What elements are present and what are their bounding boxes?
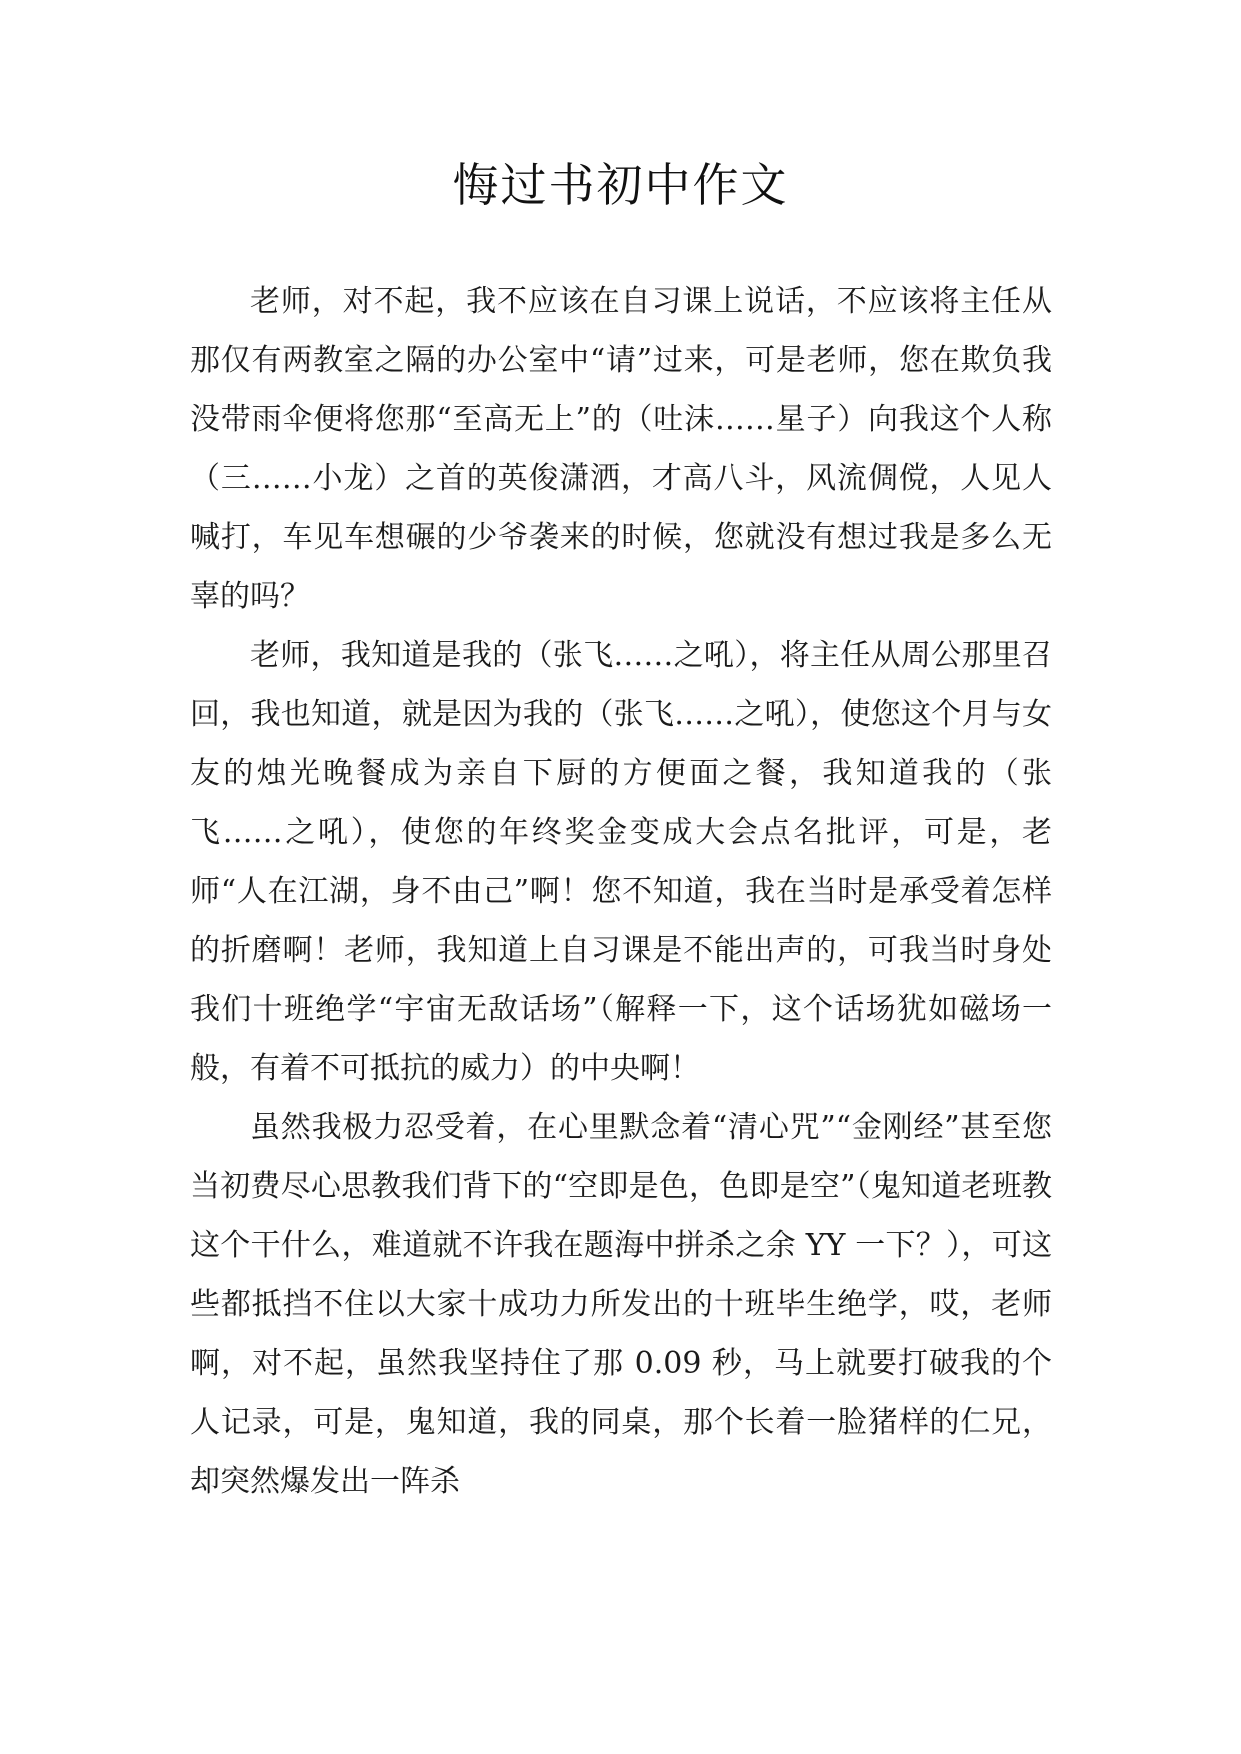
document-title: 悔过书初中作文 — [452, 158, 789, 212]
paragraph-1: 老师，对不起，我不应该在自习课上说话，不应该将主任从那仅有两教室之隔的办公室中“请”过来，可是老师，您在欺负我没带雨伞便将您那“至高无上”的（吐沫……星子）向我这个人称（三……小龙）之首的英俊潇洒，才高八斗，风流倜傥，人见人喊打，车见车想碾的少爷袭来的时候，您就没有想过我是多么无辜的吗？ — [190, 284, 1052, 614]
document-body — [190, 272, 1052, 1511]
paragraph-2: 老师，我知道是我的（张飞……之吼），将主任从周公那里召回，我也知道，就是因为我的（张飞……之吼），使您这个月与女友的烛光晚餐成为亲自下厨的方便面之餐，我知道我的（张飞……之吼），使您的年终奖金变成大会点名批评，可是，老师“人在江湖，身不由己”啊！您不知道，我在当时是承受着怎样的折磨啊！老师，我知道上自习课是不能出声的，可我当时身处我们十班绝学“宇宙无敌话场”（解释一下，这个话场犹如磁场一般，有着不可抵抗的威力）的中央啊！ — [190, 638, 1052, 1086]
paragraph-3: 虽然我极力忍受着，在心里默念着“清心咒”“金刚经”甚至您当初费尽心思教我们背下的“空即是色，色即是空”（鬼知道老班教这个干什么，难道就不许我在题海中拼杀之余 YY 一下？），可这些都抵挡不住以大家十成功力所发出的十班毕生绝学，哎，老师啊，对不起，虽然我坚持住了那 0.09 秒，马上就要打破我的个人记录，可是，鬼知道，我的同桌，那个长着一脸猪样的仁兄，却突然爆发出一阵杀 — [190, 1110, 1052, 1499]
